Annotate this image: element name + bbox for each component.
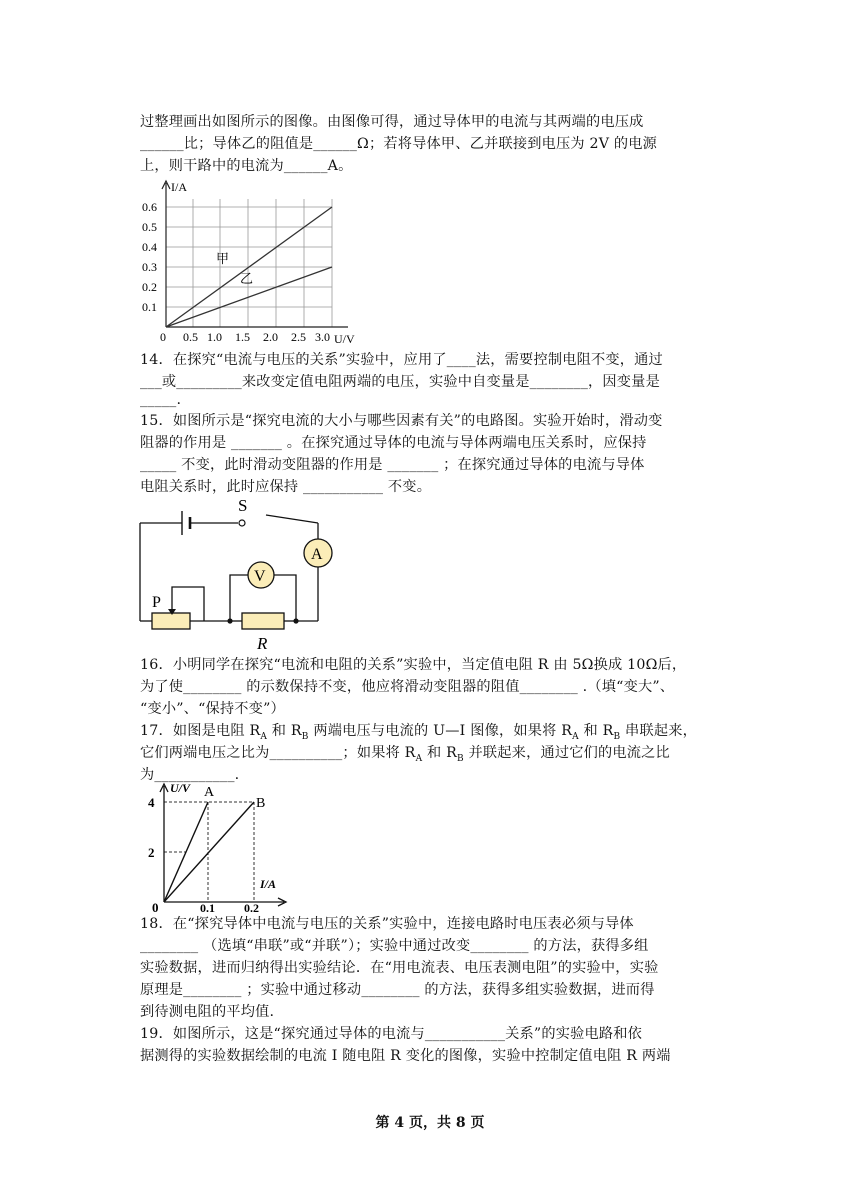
x-tick-label: 1.0 xyxy=(207,330,222,344)
switch-label: S xyxy=(238,496,248,515)
text-line: 15．如图所示是“探究电流的大小与哪些因素有关”的电路图。实验开始时，滑动变 xyxy=(140,413,663,429)
text-line: ________ （选填“串联”或“并联”）；实验中通过改变________ 的方法，获得多组 xyxy=(140,938,649,954)
text-line: 17．如图是电阻 $R_A$ 和 $R_B$ 两端电压与电流的 U—I 图像，如果将 $R_A$ 和 $R_B$ 串联起来， xyxy=(140,723,697,742)
ammeter-label: A xyxy=(311,546,323,563)
line-jia-label: 甲 xyxy=(216,251,230,266)
line-b xyxy=(164,802,254,902)
text-line: 上，则干路中的电流为______A。 xyxy=(140,158,353,174)
y-tick-label: 4 xyxy=(148,795,155,810)
line-a-label: A xyxy=(204,785,215,800)
text-line: _____. xyxy=(140,392,182,408)
text-line: 14．在探究“电流与电压的关系”实验中，应用了____法，需要控制电阻不变，通过 xyxy=(140,352,663,368)
text-line: 据测得的实验数据绘制的电流 I 随电阻 R 变化的图像，实验中控制定值电阻 R 两端 xyxy=(140,1048,671,1064)
text-line: _____ 不变，此时滑动变阻器的作用是 _______ ；在探究通过导体的电流与导体 xyxy=(140,457,645,473)
text-line: 16．小明同学在探究“电流和电阻的关系”实验中，当定值电阻 R 由 5Ω换成 10Ω后， xyxy=(140,657,687,673)
circuit-diagram xyxy=(128,495,338,653)
y-tick-label: 0.5 xyxy=(142,220,157,234)
x-tick-label: 2.0 xyxy=(263,330,278,344)
text-line: 原理是________ ；实验中通过移动________ 的方法，获得多组实验数据，进而得 xyxy=(140,982,655,998)
text-line: ______比；导体乙的阻值是______Ω；若将导体甲、乙并联接到电压为 2V 的电源 xyxy=(140,136,658,152)
y-tick-label: 0.2 xyxy=(142,280,157,294)
x-tick-label: 0 xyxy=(160,330,166,344)
text-line: 电阻关系时，此时应保持 ___________ 不变。 xyxy=(140,479,432,495)
text-line: 18．在“探究导体中电流与电压的关系”实验中，连接电路时电压表必须与导体 xyxy=(140,916,634,932)
y-axis-label: I/A xyxy=(171,180,187,194)
text-line: 过整理画出如图所示的图像。由图像可得，通过导体甲的电流与其两端的电压成 xyxy=(140,114,644,130)
text-line: 为了使________ 的示数保持不变，他应将滑动变阻器的阻值________ .（填“变大”、 xyxy=(140,679,675,695)
x-tick-label: 0.5 xyxy=(183,330,198,344)
text-line: 19．如图所示，这是“探究通过导体的电流与___________关系”的实验电路和依 xyxy=(140,1026,643,1042)
text-line: “变小”、“保持不变”） xyxy=(140,701,285,717)
x-axis-label: I/A xyxy=(260,877,277,891)
text-line: 阻器的作用是 _______ 。在探究通过导体的电流与导体两端电压关系时，应保持 xyxy=(140,435,647,451)
page-footer: 第 4 页，共 8 页 xyxy=(375,1115,485,1131)
x-tick-label: 0.1 xyxy=(200,901,215,914)
iu-graph-figure xyxy=(138,177,366,347)
line-b-label: B xyxy=(256,796,266,811)
text-line: ___或_________来改变定值电阻两端的电压，实验中自变量是________，因变量是 xyxy=(140,374,660,390)
text-line: 为___________. xyxy=(140,767,240,783)
x-tick-label: 3.0 xyxy=(315,330,330,344)
rheostat-label: P xyxy=(152,594,161,611)
line-yi-label: 乙 xyxy=(240,271,254,286)
origin-label: 0 xyxy=(152,900,159,914)
text-line: 它们两端电压之比为__________；如果将 $R_A$ 和 $R_B$ 并联起来，通过它们的电流之比 xyxy=(140,745,670,764)
x-tick-label: 0.2 xyxy=(244,901,259,914)
y-tick-label: 0.6 xyxy=(142,200,157,214)
text-line: 到待测电阻的平均值. xyxy=(140,1004,275,1020)
y-tick-label: 0.4 xyxy=(142,240,157,254)
text-line: 实验数据，进而归纳得出实验结论．在“用电流表、电压表测电阻”的实验中，实验 xyxy=(140,960,659,976)
voltmeter-label: V xyxy=(254,568,266,585)
x-tick-label: 2.5 xyxy=(291,330,306,344)
x-axis-label: U/V xyxy=(334,332,355,346)
y-tick-label: 0.1 xyxy=(142,300,157,314)
y-tick-label: 0.3 xyxy=(142,260,157,274)
resistor-label: R xyxy=(257,634,268,653)
y-axis-label: U/V xyxy=(170,781,191,795)
ui-graph-figure xyxy=(138,780,288,914)
x-tick-label: 1.5 xyxy=(235,330,250,344)
y-tick-label: 2 xyxy=(148,845,155,860)
